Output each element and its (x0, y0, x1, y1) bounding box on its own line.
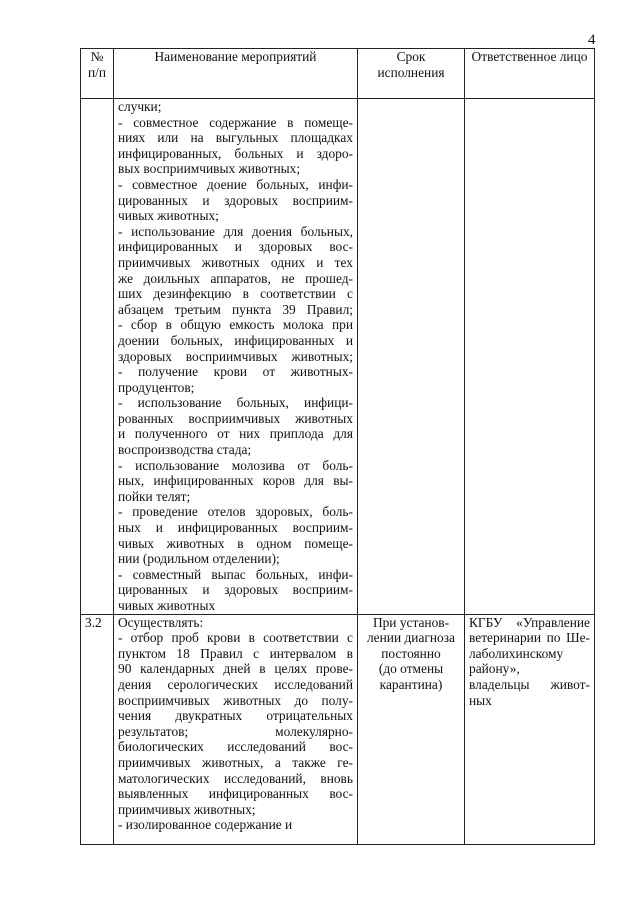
row-number: 3.2 (81, 614, 114, 844)
text-line: - изолированное содержание и (118, 817, 293, 833)
text-line: ных, инфицированных коров для вы- (118, 473, 353, 489)
text-line: нии (родильном отделении); (118, 551, 280, 567)
text-line: ших дезинфекцию в соответствии с (118, 286, 353, 302)
text-line: чивых животных; (118, 208, 219, 224)
text-line: - использование молозива от боль- (118, 457, 353, 473)
measures-table (80, 48, 595, 845)
text-line: - использование больных, инфици- (118, 395, 353, 411)
text-line: чивых животных в одном помеще- (118, 535, 353, 551)
text-line: постоянно (381, 645, 441, 661)
text-line: ниях или на выгульных площадках (118, 130, 353, 146)
header-num-line: п/п (87, 64, 107, 80)
header-num (81, 49, 114, 99)
text-line: дения серологических исследований (118, 676, 353, 692)
text-line: инфицированных и здоровых вос- (118, 239, 353, 255)
text-line: и полученного от них приплода для (118, 426, 353, 442)
text-line: пунктом 18 Правил с интервалом в (118, 645, 353, 661)
page-number: 4 (588, 32, 596, 48)
text-line: выявленных инфицированных вос- (118, 786, 353, 802)
text-line: - совместный выпас больных, инфи- (118, 566, 353, 582)
text-line: - использование для доения больных, (118, 223, 353, 239)
text-line: продуцентов; (118, 379, 195, 395)
text-line: воспроизводства стада; (118, 442, 252, 458)
table-row (81, 614, 595, 844)
text-line: - проведение отелов здоровых, боль- (118, 504, 353, 520)
measure-description (114, 614, 358, 844)
text-line: карантина) (379, 676, 443, 692)
text-line: - сбор в общую емкость молока при (118, 317, 353, 333)
term-cell (358, 614, 465, 844)
text-line: матологических исследований, вновь (118, 770, 353, 786)
text-line: ных (469, 692, 492, 708)
text-line: же доильных аппаратов, не прошед- (118, 270, 353, 286)
text-line: чения двукратных отрицательных (118, 708, 353, 724)
text-line: - совместное содержание в помеще- (118, 114, 353, 130)
text-line: пойки телят; (118, 488, 191, 504)
responsible-cell (465, 99, 595, 615)
text-line: - отбор проб крови в соответствии с (118, 630, 353, 646)
text-line: 90 календарных дней в целях прове- (118, 661, 353, 677)
header-responsible-line: Ответственное лицо (471, 49, 588, 64)
table-row (81, 99, 595, 615)
text-line: ветеринарии по Ше- (469, 630, 590, 646)
header-num-line: № (90, 49, 104, 64)
text-line: району», (469, 661, 520, 677)
text-line: лаболихинскому (469, 645, 564, 661)
text-line: рованных восприимчивых животных (118, 410, 353, 426)
text-line: доении больных, инфицированных и (118, 332, 353, 348)
text-line: ных и инфицированных восприим- (118, 520, 353, 536)
table-header-row (81, 49, 595, 99)
text-line: чивых животных (118, 598, 216, 613)
header-name-line: Наименование мероприятий (154, 49, 317, 64)
text-line: биологических исследований вос- (118, 739, 353, 755)
text-line: случки; (118, 99, 162, 114)
text-line: (до отмены (378, 661, 444, 677)
term-cell (358, 99, 465, 615)
text-line: владельцы живот- (469, 676, 590, 692)
text-line: При установ- (372, 614, 450, 630)
text-line: Осуществлять: (118, 614, 204, 630)
text-line: приимчивых животных, а также ге- (118, 754, 353, 770)
text-line: результатов; молекулярно- (118, 723, 353, 739)
text-line: приимчивых животных; (118, 801, 256, 817)
header-term-line: Срок (396, 49, 426, 64)
text-line: приимчивых животных одних и тех (118, 254, 353, 270)
text-line: КГБУ «Управление (469, 614, 590, 630)
header-term (358, 49, 465, 99)
text-line: - совместное доение больных, инфи- (118, 176, 353, 192)
measure-description (114, 99, 358, 615)
row-number (81, 99, 114, 615)
text-line: здоровых восприимчивых животных; (118, 348, 353, 364)
header-term-line: исполнения (377, 64, 445, 80)
header-responsible (465, 49, 595, 99)
text-line: абзацем третьим пункта 39 Правил; (118, 301, 353, 317)
text-line: - получение крови от животных- (118, 364, 353, 380)
text-line: восприимчивых животных до полу- (118, 692, 353, 708)
text-line: лении диагноза (367, 630, 455, 646)
text-line: вых восприимчивых животных; (118, 161, 301, 177)
header-name (114, 49, 358, 99)
text-line: инфицированных, больных и здоро- (118, 145, 353, 161)
text-line: цированных и здоровых восприим- (118, 192, 353, 208)
text-line: цированных и здоровых восприим- (118, 582, 353, 598)
responsible-cell (465, 614, 595, 844)
